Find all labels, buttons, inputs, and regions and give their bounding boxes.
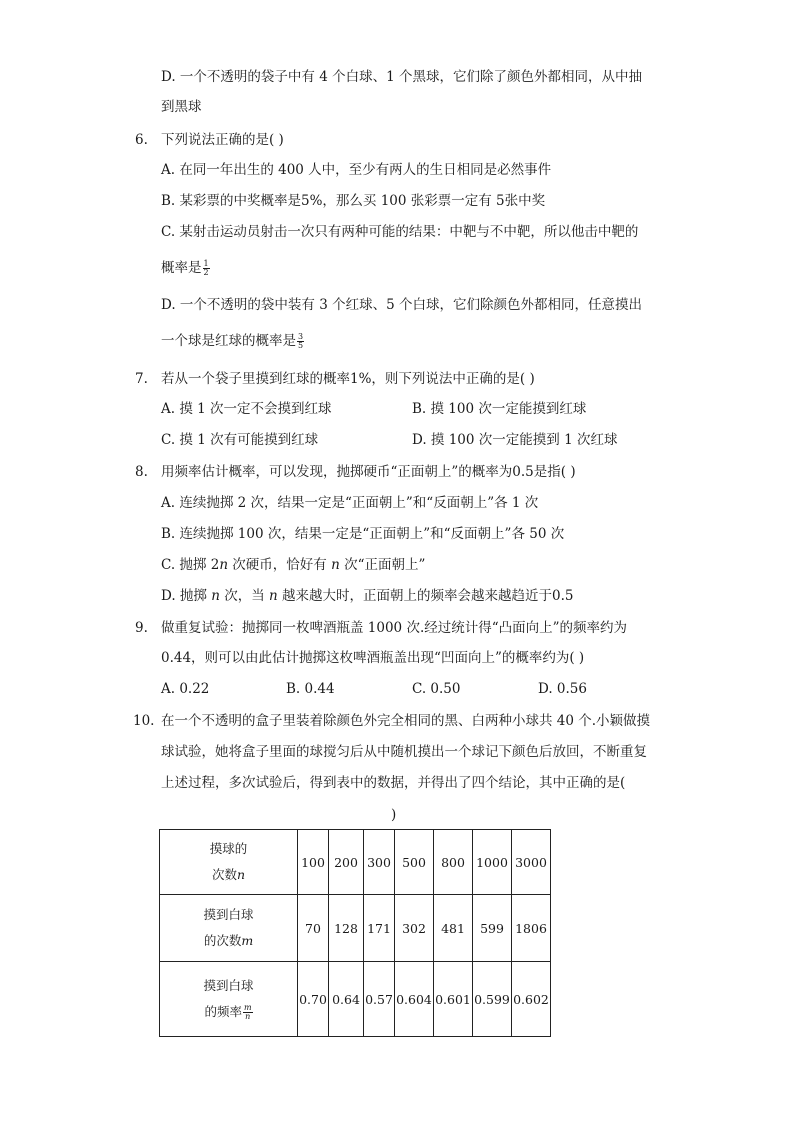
q6-option-c-line2 (161, 258, 210, 278)
q8-option-d-pre: D. 抛掷 (161, 588, 212, 604)
table-cell: 302 (395, 895, 434, 962)
q8-option-d-var: n (211, 588, 220, 604)
table-cell: 599 (473, 895, 512, 962)
table-cell: 0.70 (298, 962, 329, 1037)
q7-option-b: B. 摸 100 次一定能摸到红球 (412, 401, 587, 417)
q8-option-c-pre: C. 抛掷 2 (161, 557, 220, 573)
fraction-denominator: n (245, 1012, 251, 1021)
q8-option-d-var2: n (269, 588, 278, 604)
table-cell: 0.64 (329, 962, 364, 1037)
q8-option-c (161, 555, 425, 575)
row-header-line2 (160, 999, 297, 1025)
q10-stem-line1: 在一个不透明的盒子里装着除颜色外完全相同的黑、白两种小球共 40 个.小颖做摸 (161, 713, 651, 729)
table-cell: 0.57 (364, 962, 395, 1037)
q10-data-table (159, 829, 551, 1037)
table-row-header (160, 962, 298, 1037)
row-header-line1: 摸球的 (209, 841, 248, 856)
table-cell: 70 (298, 895, 329, 962)
q6-option-d-fraction (297, 333, 304, 350)
q6-option-c-fraction (203, 260, 210, 277)
table-cell: 1000 (473, 830, 512, 895)
q8-option-c-post: 次“正面朝上” (339, 557, 426, 573)
fraction-denominator: 2 (203, 268, 209, 277)
q9-option-b: B. 0.44 (286, 681, 335, 697)
q8-option-c-var2: n (331, 557, 340, 573)
row-header-text: 的频率 (204, 1004, 242, 1019)
q8-stem: 用频率估计概率，可以发现，抛掷硬币“正面朝上”的概率为0.5是指( ) (161, 464, 576, 480)
table-cell: 500 (395, 830, 434, 895)
table-row-header (160, 830, 298, 895)
q5-option-d-line1: D. 一个不透明的袋子中有 4 个白球、1 个黑球，它们除了颜色外都相同，从中抽 (161, 69, 642, 85)
q6-option-b: B. 某彩票的中奖概率是5%，那么买 100 张彩票一定有 5张中奖 (161, 193, 546, 209)
q8-option-d-post: 越来越大时，正面朝上的频率会越来越趋近于0.5 (277, 588, 574, 604)
row-header-line1: 摸到白球 (203, 907, 254, 922)
table-cell: 0.604 (395, 962, 434, 1037)
table-cell: 1806 (512, 895, 551, 962)
q6-option-d-line1: D. 一个不透明的袋中装有 3 个红球、5 个白球，它们除颜色外都相同，任意摸出 (161, 297, 642, 313)
q6-option-c-line1: C. 某射击运动员射击一次只有两种可能的结果：中靶与不中靶，所以他击中靶的 (161, 224, 639, 240)
table-cell: 171 (364, 895, 395, 962)
table-cell: 800 (434, 830, 473, 895)
q9-number: 9. (135, 620, 148, 636)
table-cell: 0.599 (473, 962, 512, 1037)
row-header-text: 的次数 (203, 933, 242, 948)
fraction-numerator: 1 (203, 259, 209, 268)
row-header-fraction (243, 1004, 253, 1021)
fraction-numerator: m (243, 1003, 252, 1012)
row-header-line2 (160, 928, 297, 954)
table-cell: 300 (364, 830, 395, 895)
table-cell: 3000 (512, 830, 551, 895)
row-header-var: m (241, 933, 254, 948)
q8-option-d (161, 586, 573, 606)
row-header-line2 (160, 862, 297, 888)
fraction-numerator: 3 (298, 332, 304, 341)
table-cell: 481 (434, 895, 473, 962)
q10-stem-line3: 上述过程，多次试验后，得到表中的数据，并得出了四个结论，其中正确的是( (161, 775, 626, 791)
q8-option-b: B. 连续抛掷 100 次，结果一定是“正面朝上”和“反面朝上”各 50 次 (161, 526, 565, 542)
row-header-line1: 摸到白球 (203, 978, 254, 993)
table-cell: 200 (329, 830, 364, 895)
row-header-text: 次数 (211, 867, 237, 882)
table-row (160, 830, 551, 895)
q9-option-d: D. 0.56 (538, 681, 587, 697)
q6-option-d-line2 (161, 331, 304, 351)
row-header-var: n (236, 867, 246, 882)
table-cell: 128 (329, 895, 364, 962)
q7-option-c: C. 摸 1 次有可能摸到红球 (161, 432, 319, 448)
q10-stem-line4: ) (391, 807, 397, 823)
q8-option-c-mid: 次硬币，恰好有 (228, 557, 332, 573)
q6-number: 6. (135, 132, 148, 148)
table-row (160, 962, 551, 1037)
q6-option-c-text: 概率是 (161, 260, 202, 276)
q6-option-a: A. 在同一年出生的 400 人中，至少有两人的生日相同是必然事件 (161, 162, 552, 178)
q8-option-a: A. 连续抛掷 2 次，结果一定是“正面朝上”和“反面朝上”各 1 次 (161, 495, 539, 511)
q8-number: 8. (135, 464, 148, 480)
q10-number: 10. (133, 713, 155, 729)
q6-option-d-text: 一个球是红球的概率是 (161, 333, 296, 349)
q8-option-d-mid: 次，当 (219, 588, 270, 604)
table-cell: 0.601 (434, 962, 473, 1037)
q9-stem-line1: 做重复试验：抛掷同一枚啤酒瓶盖 1000 次.经过统计得“凸面向上”的频率约为 (161, 620, 628, 636)
q9-option-a: A. 0.22 (161, 681, 210, 697)
fraction-denominator: 5 (298, 341, 304, 350)
q7-option-d: D. 摸 100 次一定能摸到 1 次红球 (412, 432, 618, 448)
q10-stem-line2: 球试验，她将盒子里面的球搅匀后从中随机摸出一个球记下颜色后放回，不断重复 (161, 744, 647, 760)
table-cell: 100 (298, 830, 329, 895)
table-cell: 0.602 (512, 962, 551, 1037)
table-row (160, 895, 551, 962)
q6-stem: 下列说法正确的是( ) (161, 132, 284, 148)
q9-option-c: C. 0.50 (412, 681, 461, 697)
q5-option-d-line2: 到黑球 (161, 99, 202, 115)
q8-option-c-var: n (219, 557, 229, 573)
q7-number: 7. (135, 371, 148, 387)
table-row-header (160, 895, 298, 962)
q7-stem: 若从一个袋子里摸到红球的概率1%，则下列说法中正确的是( ) (161, 371, 535, 387)
q9-stem-line2: 0.44，则可以由此估计抛掷这枚啤酒瓶盖出现“凹面向上”的概率约为( ) (161, 650, 585, 666)
q7-option-a: A. 摸 1 次一定不会摸到红球 (161, 401, 332, 417)
